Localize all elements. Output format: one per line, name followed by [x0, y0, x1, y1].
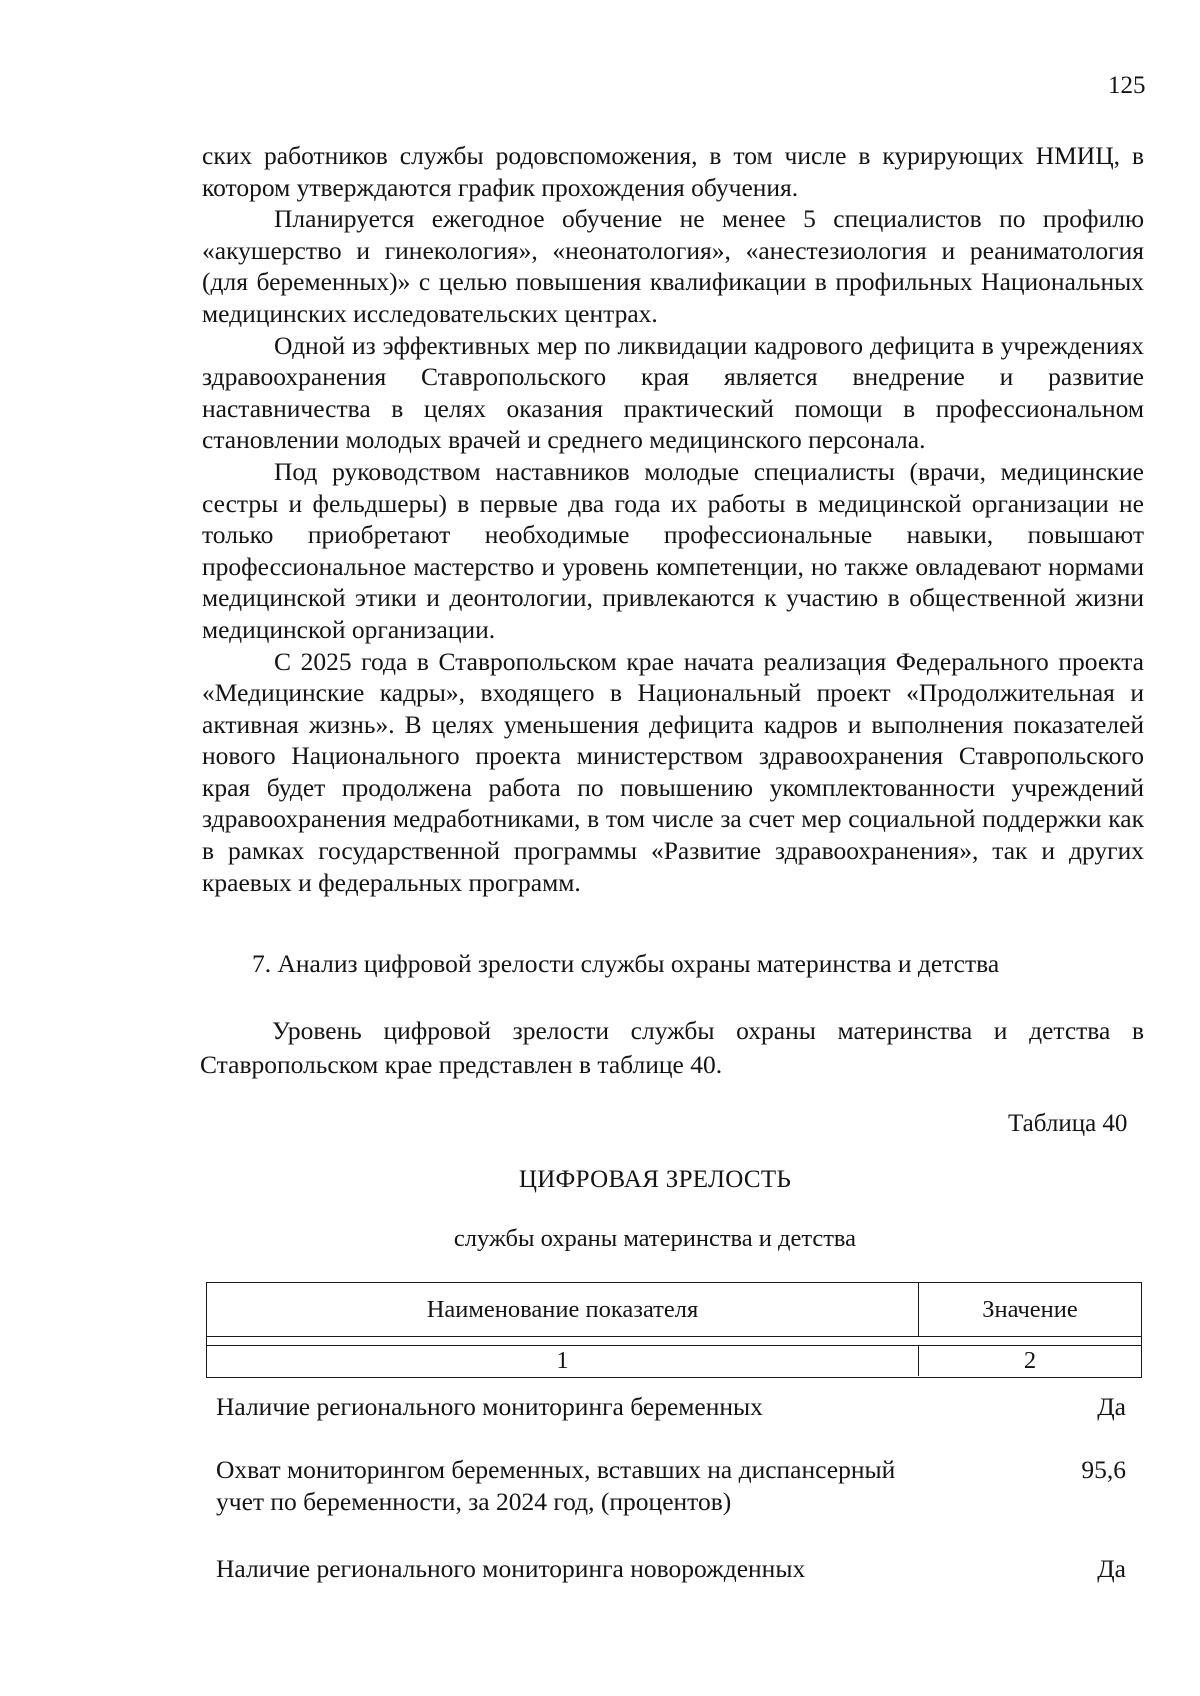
paragraph: Планируется ежегодное обучение не менее 5 специалистов по профилю «акушерство и гинекология», «неонатология», «анестезиология и реаниматология (для беременных)» с целью повышения квалификации в профильных Национальных медицинских исследовательских центрах. [202, 204, 1144, 328]
column-number-2: 2 [919, 1345, 1141, 1376]
table-intro [200, 1014, 1144, 1082]
header-indicator-name: Наименование показателя [207, 1283, 919, 1337]
row-value: 95,6 [1081, 1455, 1126, 1484]
table-caption: Таблица 40 [1008, 1110, 1128, 1137]
row-label: Охват мониторингом беременных, вставших на диспансерный учет по беременности, за 2024 год, (процентов) [216, 1455, 896, 1516]
paragraph: ских работников службы родовспоможения, в том числе в курирующих НМИЦ, в котором утверждаются график прохождения обучения. [202, 141, 1144, 202]
paragraph: Одной из эффективных мер по ликвидации кадрового дефицита в учреждениях здравоохранения Ставропольского края является внедрение и развитие наставничества в целях оказания практический помощи в профессиональном становлении молодых врачей и среднего медицинского персонала. [202, 330, 1144, 455]
row-label: Наличие регионального мониторинга беременных [216, 1392, 763, 1421]
paragraph: С 2025 года в Ставропольском крае начата реализация Федерального проекта «Медицинские кадры», входящего в Национальный проект «Продолжительная и активная жизнь». В целях уменьшения дефицита кадров и выполнения показателей нового Национального проекта министерством здравоохранения Ставропольского края будет продолжена работа по повышению укомплектованности учреждений здравоохранения медработниками, в том числе за счет мер социальной поддержки как в рамках государственной программы «Развитие здравоохранения», так и других краевых и федеральных программ. [202, 646, 1144, 897]
section-heading: 7. Анализ цифровой зрелости службы охраны материнства и детства [252, 949, 1000, 978]
row-label: Наличие регионального мониторинга новорожденных [216, 1554, 806, 1583]
row-value: Да [1097, 1554, 1126, 1583]
page-number: 125 [1108, 72, 1146, 99]
paragraph: Под руководством наставников молодые специалисты (врачи, медицинские сестры и фельдшеры) в первые два года их работы в медицинской организации не только приобретают необходимые профессиональные навыки, повышают профессиональное мастерство и уровень компетенции, но также овладевают нормами медицинской этики и деонтологии, привлекаются к участию в общественной жизни медицинской организации. [202, 456, 1144, 644]
table-title: ЦИФРОВАЯ ЗРЕЛОСТЬ [518, 1166, 792, 1193]
body-text [202, 140, 1144, 898]
intro-paragraph: Уровень цифровой зрелости службы охраны материнства и детства в Ставропольском крае представлен в таблице 40. [200, 1016, 1144, 1079]
table-subtitle: службы охраны материнства и детства [453, 1225, 857, 1252]
header-value: Значение [919, 1283, 1141, 1337]
row-value: Да [1097, 1392, 1126, 1421]
column-number-1: 1 [207, 1345, 919, 1376]
table-header [206, 1282, 1142, 1378]
